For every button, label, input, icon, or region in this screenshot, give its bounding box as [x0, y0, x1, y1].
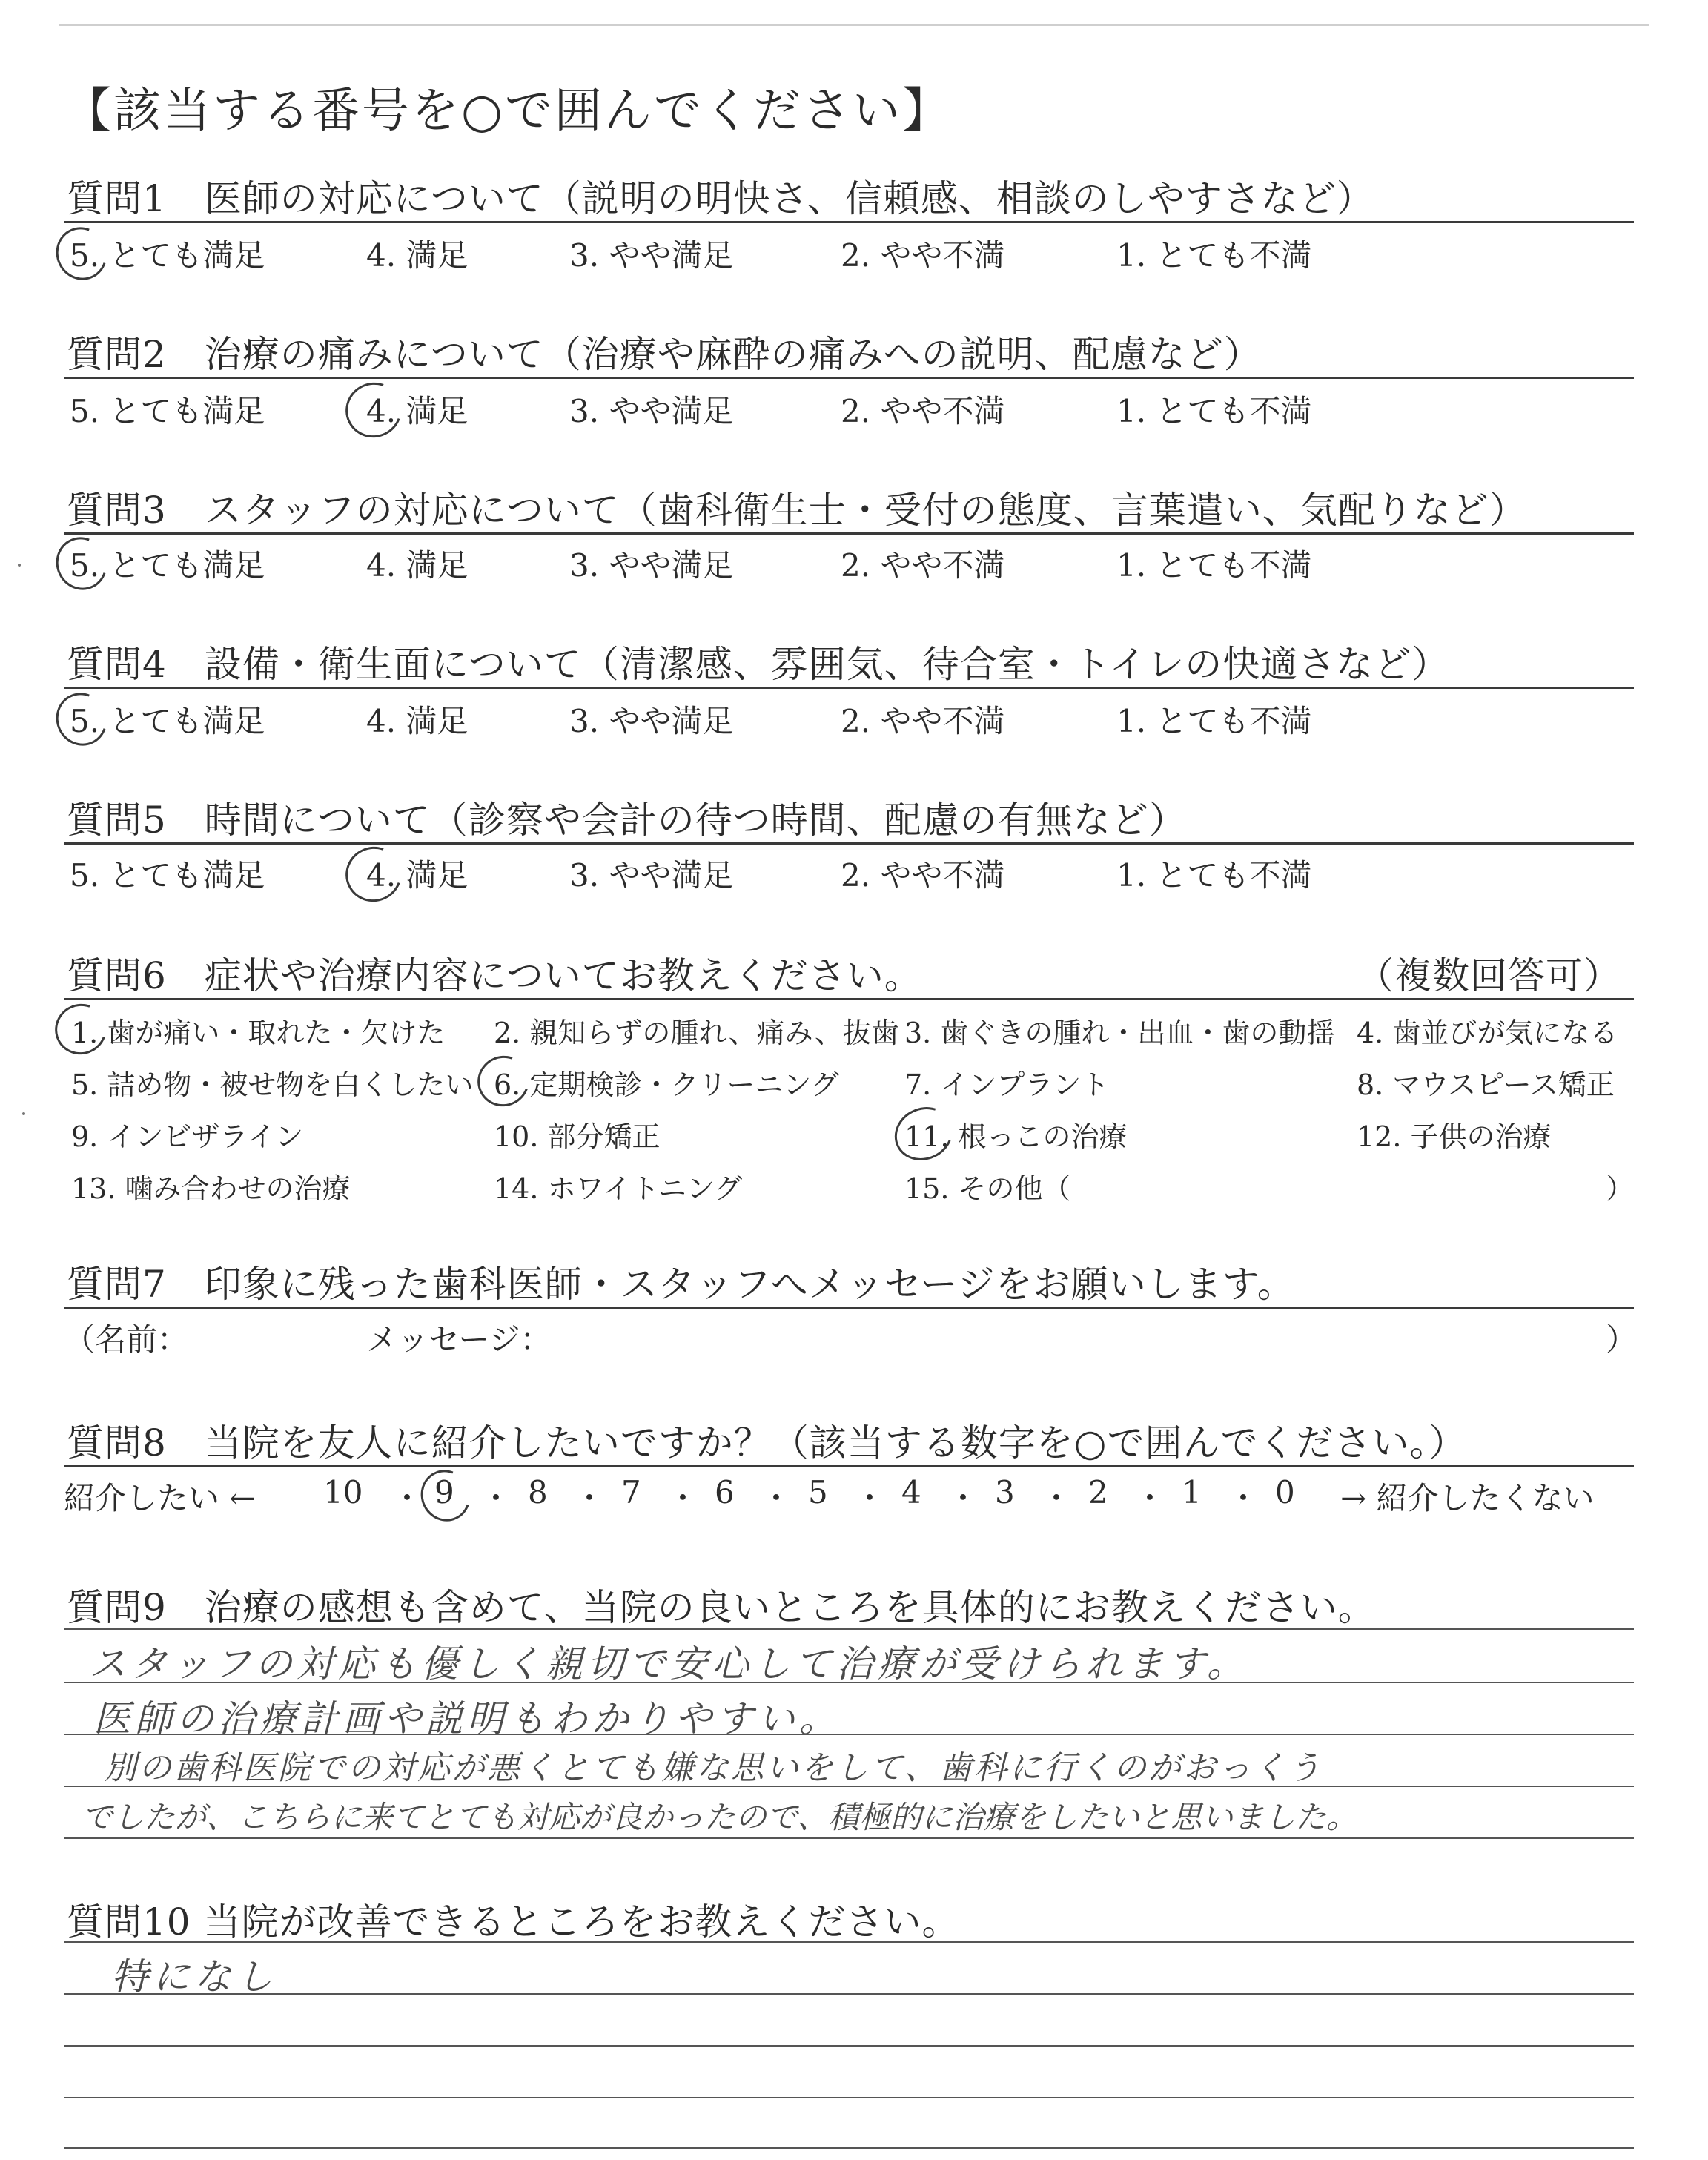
q9-answer-line-3: 別の歯科医院での対応が悪くとても嫌な思いをして、歯科に行くのがおっくう	[104, 1749, 1323, 1787]
instruction-header: 【該当する番号を○で囲んでください】	[64, 84, 952, 139]
q6-title: 質問6 症状や治療内容についてお教えください。	[67, 954, 922, 997]
q6-option-2[interactable]: 2. 親知らずの腫れ、痛み、抜歯	[494, 1017, 899, 1049]
q8-score-7[interactable]: 7	[621, 1474, 641, 1510]
q4-option-5[interactable]: 5. とても満足	[70, 703, 265, 739]
q3-title: 質問3 スタッフの対応について（歯科衛生士・受付の態度、言葉遣い、気配りなど）	[67, 489, 1527, 532]
q10-line-4	[64, 2097, 1634, 2098]
q8-separator-dot: ・	[854, 1480, 886, 1516]
stray-mark	[22, 1112, 25, 1115]
q2-option-5[interactable]: 5. とても満足	[70, 393, 265, 429]
q8-separator-dot: ・	[947, 1480, 979, 1516]
q1-option-2[interactable]: 2. やや不満	[841, 237, 1005, 274]
q6-option-9[interactable]: 9. インビザライン	[71, 1120, 304, 1153]
q1-title: 質問1 医師の対応について（説明の明快さ、信頼感、相談のしやすさなど）	[67, 177, 1374, 220]
q6-option-4[interactable]: 4. 歯並びが気になる	[1357, 1017, 1618, 1049]
q5-title: 質問5 時間について（診察や会計の待つ時間、配慮の有無など）	[67, 799, 1187, 842]
q9-answer-line-4: でしたが、こちらに来てとても対応が良かったので、積極的に治療をしたいと思いました。	[82, 1799, 1358, 1835]
q10-line-5	[64, 2147, 1634, 2149]
q6-option-10[interactable]: 10. 部分矯正	[494, 1120, 661, 1153]
q2-option-4[interactable]: 4. 満足	[366, 393, 469, 429]
q9-title: 質問9 治療の感想も含めて、当院の良いところを具体的にお教えください。	[67, 1586, 1376, 1629]
q2-option-3[interactable]: 3. やや満足	[569, 393, 734, 429]
q7-title: 質問7 印象に残った歯科医師・スタッフへメッセージをお願いします。	[67, 1263, 1295, 1306]
q6-answer-circle-6	[469, 1047, 537, 1114]
q1-answer-circle	[47, 219, 116, 288]
q7-message-label: メッセージ：	[366, 1321, 552, 1358]
q6-option-8[interactable]: 8. マウスピース矯正	[1357, 1069, 1615, 1101]
q1-option-1[interactable]: 1. とても不満	[1116, 237, 1312, 274]
q4-divider	[64, 687, 1634, 689]
q4-answer-circle	[47, 684, 116, 754]
q6-answer-circle-11	[886, 1097, 961, 1169]
q3-option-4[interactable]: 4. 満足	[366, 547, 469, 584]
q3-option-1[interactable]: 1. とても不満	[1116, 547, 1312, 584]
q8-score-3[interactable]: 3	[995, 1474, 1015, 1510]
q8-separator-dot: ・	[761, 1480, 792, 1516]
q8-score-4[interactable]: 4	[901, 1474, 921, 1510]
q8-score-5[interactable]: 5	[808, 1474, 828, 1510]
q4-option-3[interactable]: 3. やや満足	[569, 703, 734, 739]
q4-option-1[interactable]: 1. とても不満	[1116, 703, 1312, 739]
q6-option-6[interactable]: 6. 定期検診・クリーニング	[494, 1069, 839, 1101]
q10-title: 質問10 当院が改善できるところをお教えください。	[67, 1900, 960, 1943]
q7-divider	[64, 1307, 1634, 1309]
q6-option-14[interactable]: 14. ホワイトニング	[494, 1172, 743, 1205]
q8-score-9[interactable]: 9	[434, 1474, 454, 1510]
q8-score-2[interactable]: 2	[1088, 1474, 1108, 1510]
q8-separator-dot: ・	[1228, 1480, 1260, 1516]
q8-separator-dot: ・	[1041, 1480, 1073, 1516]
q8-score-10[interactable]: 10	[323, 1474, 363, 1510]
q6-other-close: ）	[1606, 1172, 1635, 1205]
q8-divider	[64, 1465, 1634, 1467]
q6-option-3[interactable]: 3. 歯ぐきの腫れ・出血・歯の動揺	[904, 1017, 1335, 1049]
q3-option-2[interactable]: 2. やや不満	[841, 547, 1005, 584]
q6-option-15[interactable]: 15. その他（	[904, 1172, 1071, 1205]
q2-answer-circle	[337, 373, 411, 446]
q6-option-1[interactable]: 1. 歯が痛い・取れた・欠けた	[71, 1017, 446, 1049]
q8-separator-dot: ・	[391, 1480, 423, 1516]
q7-name-label: （名前：	[64, 1321, 189, 1358]
q8-title: 質問8 当院を友人に紹介したいですか？（該当する数字を○で囲んでください。）	[67, 1421, 1467, 1464]
q7-close: ）	[1606, 1321, 1638, 1358]
q8-left-label: 紹介したい ←	[64, 1480, 256, 1516]
q1-option-4[interactable]: 4. 満足	[366, 237, 469, 274]
q3-answer-circle	[47, 529, 116, 598]
q8-score-8[interactable]: 8	[528, 1474, 548, 1510]
q10-line-1	[64, 1941, 1634, 1943]
q6-option-5[interactable]: 5. 詰め物・被せ物を白くしたい	[71, 1069, 474, 1101]
q8-answer-circle	[412, 1462, 478, 1529]
q2-option-1[interactable]: 1. とても不満	[1116, 393, 1312, 429]
q6-option-13[interactable]: 13. 噛み合わせの治療	[71, 1172, 351, 1205]
q6-option-11[interactable]: 11. 根っこの治療	[904, 1120, 1128, 1153]
q9-line-1	[64, 1628, 1634, 1630]
q2-option-2[interactable]: 2. やや不満	[841, 393, 1005, 429]
q8-separator-dot: ・	[1134, 1480, 1166, 1516]
q3-divider	[64, 532, 1634, 535]
q6-divider	[64, 998, 1634, 1000]
q2-divider	[64, 377, 1634, 379]
q5-option-5[interactable]: 5. とても満足	[70, 857, 265, 894]
q1-divider	[64, 221, 1634, 223]
q6-multiple-note: （複数回答可）	[1357, 954, 1621, 997]
q8-right-label: → 紹介したくない	[1340, 1480, 1595, 1516]
q8-separator-dot: ・	[574, 1480, 606, 1516]
q4-option-2[interactable]: 2. やや不満	[841, 703, 1005, 739]
q6-option-7[interactable]: 7. インプラント	[904, 1069, 1110, 1101]
q10-line-2	[64, 1993, 1634, 1995]
q5-divider	[64, 842, 1634, 845]
q5-option-4[interactable]: 4. 満足	[366, 857, 469, 894]
q5-option-1[interactable]: 1. とても不満	[1116, 857, 1312, 894]
q10-line-3	[64, 2045, 1634, 2047]
q10-answer-line-1: 特になし	[111, 1955, 277, 1998]
q2-title: 質問2 治療の痛みについて（治療や麻酔の痛みへの説明、配慮など）	[67, 333, 1262, 376]
q8-separator-dot: ・	[667, 1480, 699, 1516]
q9-line-5	[64, 1837, 1634, 1839]
q5-answer-circle	[337, 837, 411, 911]
q6-option-12[interactable]: 12. 子供の治療	[1357, 1120, 1552, 1153]
top-divider	[59, 24, 1649, 26]
q8-score-1[interactable]: 1	[1182, 1474, 1202, 1510]
q4-option-4[interactable]: 4. 満足	[366, 703, 469, 739]
q1-option-3[interactable]: 3. やや満足	[569, 237, 734, 274]
q4-title: 質問4 設備・衛生面について（清潔感、雰囲気、待合室・トイレの快適さなど）	[67, 643, 1450, 686]
q5-option-2[interactable]: 2. やや不満	[841, 857, 1005, 894]
q9-answer-line-1: スタッフの対応も優しく親切で安心して治療が受けられます。	[89, 1642, 1248, 1685]
q8-score-6[interactable]: 6	[715, 1474, 735, 1510]
q3-option-5[interactable]: 5. とても満足	[70, 547, 265, 584]
stray-mark	[18, 564, 21, 567]
q5-option-3[interactable]: 3. やや満足	[569, 857, 734, 894]
q8-separator-dot: ・	[480, 1480, 512, 1516]
q3-option-3[interactable]: 3. やや満足	[569, 547, 734, 584]
q8-score-0[interactable]: 0	[1275, 1474, 1295, 1510]
q9-answer-line-2: 医師の治療計画や説明もわかりやすい。	[93, 1697, 841, 1740]
q1-option-5[interactable]: 5. とても満足	[70, 237, 265, 274]
q6-answer-circle-1	[47, 995, 115, 1063]
